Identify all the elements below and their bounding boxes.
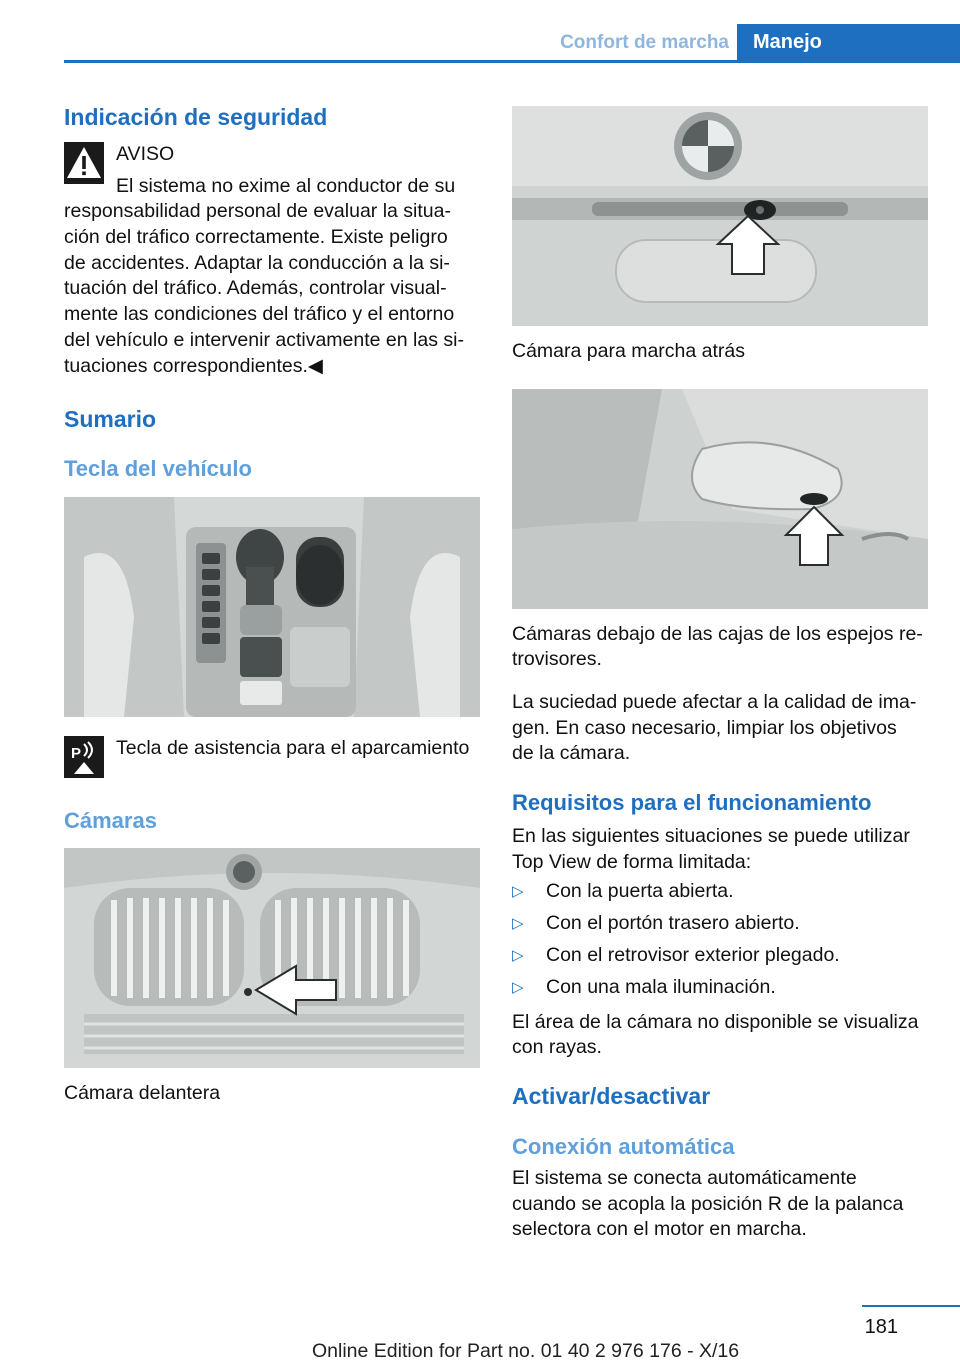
dirt-line: de la cámara. xyxy=(512,742,631,764)
safety-heading: Indicación de seguridad xyxy=(64,104,328,130)
cameras-heading: Cámaras xyxy=(64,808,157,833)
edition-footer: Online Edition for Part no. 01 40 2 976 176 - X/16 xyxy=(312,1340,740,1362)
list-item-text: Con el portón trasero abierto. xyxy=(546,912,800,934)
requirements-intro-line: Top View de forma limitada: xyxy=(512,851,752,873)
requirements-intro-line: En las siguientes situaciones se puede utilizar xyxy=(512,825,910,847)
bullet-triangle-icon: ▷ xyxy=(512,979,524,996)
footer-rule xyxy=(862,1305,960,1307)
rear-camera-caption: Cámara para marcha atrás xyxy=(512,340,746,362)
overview-heading: Sumario xyxy=(64,406,157,432)
list-item xyxy=(512,911,932,943)
list-item xyxy=(512,943,932,975)
warning-text xyxy=(64,199,484,380)
auto-connect-paragraph xyxy=(512,1166,932,1243)
bullet-triangle-icon: ▷ xyxy=(512,947,524,964)
warning-line: del vehículo e intervenir activamente en las si‐ xyxy=(64,328,464,351)
dirt-paragraph xyxy=(512,690,932,767)
list-item-text: Con la puerta abierta. xyxy=(546,880,734,902)
requirements-list xyxy=(512,879,932,1007)
warning-line: ción del tráfico correctamente. Existe peligro xyxy=(64,225,448,248)
warning-line: de accidentes. Adaptar la conducción a la si‐ xyxy=(64,251,450,274)
rear-camera-image xyxy=(512,106,928,326)
warning-line: tuación del tráfico. Además, controlar visual‐ xyxy=(64,277,447,300)
vehicle-button-heading: Tecla del vehículo xyxy=(64,456,252,481)
mirror-caption-line: trovisores. xyxy=(512,648,602,670)
list-item-text: Con el retrovisor exterior plegado. xyxy=(546,944,840,966)
dirt-line: gen. En caso necesario, limpiar los objetivos xyxy=(512,716,897,739)
activate-heading: Activar/desactivar xyxy=(512,1083,711,1109)
mirror-camera-image xyxy=(512,389,928,609)
front-camera-image xyxy=(64,848,480,1068)
stripes-line: El área de la cámara no disponible se visualiza xyxy=(512,1011,919,1033)
park-assist-caption: Tecla de asistencia para el aparcamiento xyxy=(116,737,470,759)
park-assist-button-icon xyxy=(64,736,104,778)
bullet-triangle-icon: ▷ xyxy=(512,883,524,900)
header-chapter-tab[interactable]: Manejo xyxy=(737,24,960,60)
mirror-caption-line: Cámaras debajo de las cajas de los espejos re‐ xyxy=(512,623,923,645)
requirements-intro xyxy=(512,823,932,875)
stripes-paragraph xyxy=(512,1010,932,1060)
warning-text-first: El sistema no exime al conductor de su xyxy=(116,175,456,197)
front-camera-caption: Cámara delantera xyxy=(64,1082,221,1104)
dirt-line: La suciedad puede afectar a la calidad de ima‐ xyxy=(512,691,917,713)
mirror-camera-caption xyxy=(512,622,932,672)
warning-line: mente las condiciones del tráfico y el entorno xyxy=(64,303,455,326)
auto-line: selectora con el motor en marcha. xyxy=(512,1218,807,1240)
header-rule xyxy=(64,60,960,63)
page-number: 181 xyxy=(864,1316,898,1338)
warning-line: tuaciones correspondientes.◀ xyxy=(64,354,323,377)
stripes-line: con rayas. xyxy=(512,1036,602,1058)
requirements-heading: Requisitos para el funcionamiento xyxy=(512,790,872,815)
auto-connect-heading: Conexión automática xyxy=(512,1134,735,1159)
svg-text:P: P xyxy=(71,745,82,762)
bullet-triangle-icon: ▷ xyxy=(512,915,524,932)
list-item-text: Con una mala iluminación. xyxy=(546,976,776,998)
auto-line: El sistema se conecta automáticamente xyxy=(512,1167,857,1189)
warning-label: AVISO xyxy=(116,143,175,165)
warning-line: responsabilidad personal de evaluar la situa‐ xyxy=(64,200,451,222)
header-section-tab[interactable]: Confort de marcha xyxy=(560,32,729,53)
auto-line: cuando se acopla la posición R de la palanca xyxy=(512,1192,904,1215)
list-item xyxy=(512,879,932,911)
list-item xyxy=(512,975,932,1007)
center-console-image xyxy=(64,497,480,717)
warning-icon xyxy=(64,142,104,184)
